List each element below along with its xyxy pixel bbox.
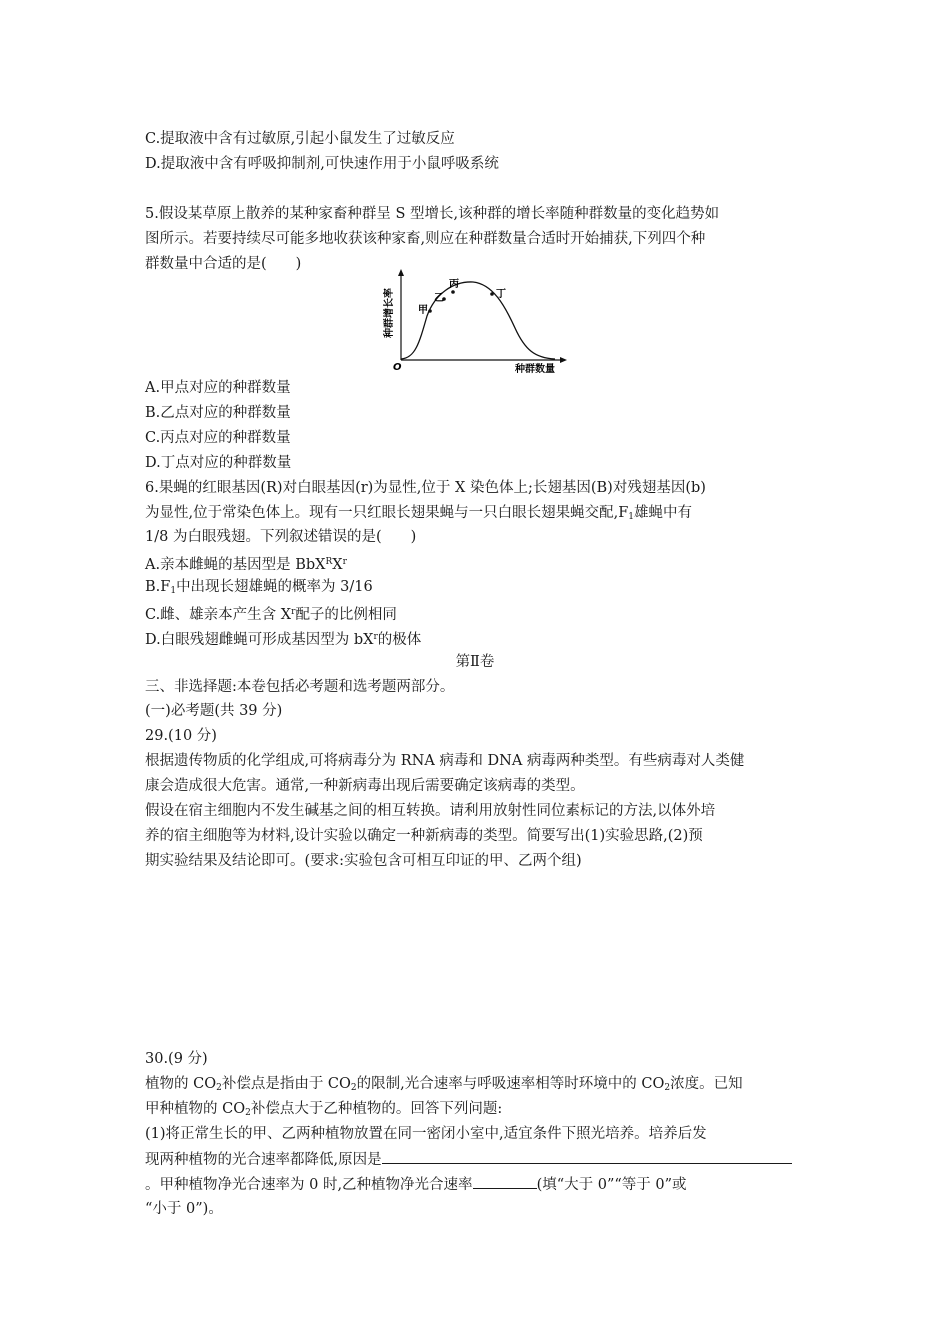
q6-optC-text-b: 配子的比例相同: [295, 607, 397, 623]
q30-line1: [145, 1074, 743, 1098]
q30-l2-text-b: 补偿点大于乙种植物的。回答下列问题:: [250, 1101, 503, 1117]
q6-option-c: [145, 602, 397, 625]
q30-line2: [145, 1099, 502, 1123]
q6-stem2-sub: 1: [628, 512, 635, 522]
q30-l5-text-a: 。甲种植物净光合速率为 0 时,乙种植物净光合速率: [145, 1177, 473, 1193]
q30-l2-text-a: 甲种植物的 CO: [145, 1101, 246, 1117]
q6-stem2-text-b: 雄蝇中有: [634, 505, 693, 521]
origin-label: O: [393, 362, 402, 373]
q6-optB-sub: 1: [170, 586, 177, 596]
y-axis-label: 种群增长率: [384, 288, 395, 338]
q30-l1-sub3: 2: [664, 1083, 671, 1093]
y-axis-arrow: [398, 269, 404, 276]
q6-optB-text-b: 中出现长翅雄蝇的概率为 3/16: [176, 579, 373, 595]
q6-optA-text-a: A.亲本雌蝇的基因型是 BbX: [145, 557, 326, 573]
q6-optC-text-a: C.雌、雄亲本产生含 X: [145, 607, 292, 623]
q6-optD-text-a: D.白眼残翅雌蝇可形成基因型为 bX: [145, 632, 374, 648]
q6-optC-sup: r: [291, 607, 296, 617]
point-jia-label: 甲: [418, 305, 428, 316]
q30-l1-text-d: 浓度。已知: [670, 1076, 743, 1092]
q6-optA-text-b: X: [332, 557, 343, 573]
q30-line6: “小于 0”)。: [145, 1201, 223, 1217]
q5-stem-line1: 5.假设某草原上散养的某种家畜种群呈 S 型增长,该种群的增长率随种群数量的变化趋势如: [145, 206, 720, 222]
point-jia-marker: [428, 309, 432, 313]
q30-l5-text-b: (填“大于 0”“等于 0”或: [536, 1177, 687, 1193]
q6-stem2-text-a: 为显性,位于常染色体上。现有一只红眼长翅果蝇与一只白眼长翅果蝇交配,F: [145, 505, 629, 521]
q6-option-b: [145, 577, 373, 601]
q5-option-d: D.丁点对应的种群数量: [145, 455, 292, 471]
point-yi-label: 乙: [434, 293, 444, 304]
q30-l1-text-c: 的限制,光合速率与呼吸速率相等时环境中的 CO: [356, 1076, 665, 1092]
answer-blank-net-rate[interactable]: [473, 1174, 537, 1189]
q6-stem-line1: 6.果蝇的红眼基因(R)对白眼基因(r)为显性,位于 X 染色体上;长翅基因(B)对残翅基因(b): [145, 480, 706, 496]
point-ding-marker: [490, 292, 494, 296]
q30-line4: [145, 1149, 792, 1170]
q6-optB-text-a: B.F: [145, 579, 171, 595]
q6-optD-text-b: 的极体: [377, 632, 422, 648]
x-axis-label: 种群数量: [515, 364, 555, 375]
q29-para-line4: 养的宿主细胞等为材料,设计实验以确定一种新病毒的类型。简要写出(1)实验思路,(2)预: [145, 828, 703, 844]
required-questions-heading: (一)必考题(共 39 分): [145, 703, 283, 719]
q6-stem-line2: [145, 503, 692, 527]
q6-optA-sup1: R: [325, 557, 333, 567]
q30-l4-text: 现两种植物的光合速率都降低,原因是: [145, 1152, 382, 1168]
q30-heading: 30.(9 分): [145, 1051, 208, 1067]
q29-para-line3: 假设在宿主细胞内不发生碱基之间的相互转换。请利用放射性同位素标记的方法,以体外培: [145, 803, 716, 819]
q30-line5: [145, 1174, 687, 1195]
q5-stem-line3: 群数量中合适的是( ): [145, 256, 302, 272]
q30-l1-text-a: 植物的 CO: [145, 1076, 217, 1092]
point-bing-label: 丙: [449, 279, 459, 290]
growth-rate-curve: [401, 282, 555, 359]
q29-para-line5: 期实验结果及结论即可。(要求:实验包含可相互印证的甲、乙两个组): [145, 853, 582, 869]
q4-option-c: C.提取液中含有过敏原,引起小鼠发生了过敏反应: [145, 131, 455, 147]
part-three-heading: 三、非选择题:本卷包括必考题和选考题两部分。: [145, 679, 455, 695]
point-ding-label: 丁: [496, 289, 506, 300]
q6-stem-line3: 1/8 为白眼残翅。下列叙述错误的是( ): [145, 529, 417, 545]
q6-option-d: [145, 627, 421, 650]
q30-l2-sub: 2: [245, 1108, 251, 1118]
q30-line3: (1)将正常生长的甲、乙两种植物放置在同一密闭小室中,适宜条件下照光培养。培养后发: [145, 1126, 707, 1142]
q30-l1-text-b: 补偿点是指由于 CO: [221, 1076, 351, 1092]
x-axis-arrow: [560, 357, 567, 363]
q4-option-d: D.提取液中含有呼吸抑制剂,可快速作用于小鼠呼吸系统: [145, 156, 499, 172]
q5-stem-line2: 图所示。若要持续尽可能多地收获该种家畜,则应在种群数量合适时开始捕获,下列四个种: [145, 231, 706, 247]
q6-optA-sup2: r: [342, 557, 347, 567]
growth-rate-figure: [375, 266, 575, 376]
q30-l1-sub2: 2: [350, 1083, 357, 1093]
q29-heading: 29.(10 分): [145, 728, 217, 744]
q29-para-line1: 根据遗传物质的化学组成,可将病毒分为 RNA 病毒和 DNA 病毒两种类型。有些病毒对人类健: [145, 753, 745, 769]
volume-title: 第Ⅱ卷: [455, 654, 495, 670]
q5-option-b: B.乙点对应的种群数量: [145, 405, 291, 421]
q6-option-a: [145, 552, 347, 575]
q6-optD-sup: r: [373, 632, 378, 642]
answer-blank-reason[interactable]: [382, 1149, 792, 1164]
q30-l1-sub1: 2: [216, 1083, 222, 1093]
q5-option-a: A.甲点对应的种群数量: [145, 380, 291, 396]
q29-para-line2: 康会造成很大危害。通常,一种新病毒出现后需要确定该病毒的类型。: [145, 778, 585, 794]
point-bing-marker: [451, 290, 455, 294]
q5-option-c: C.丙点对应的种群数量: [145, 430, 291, 446]
